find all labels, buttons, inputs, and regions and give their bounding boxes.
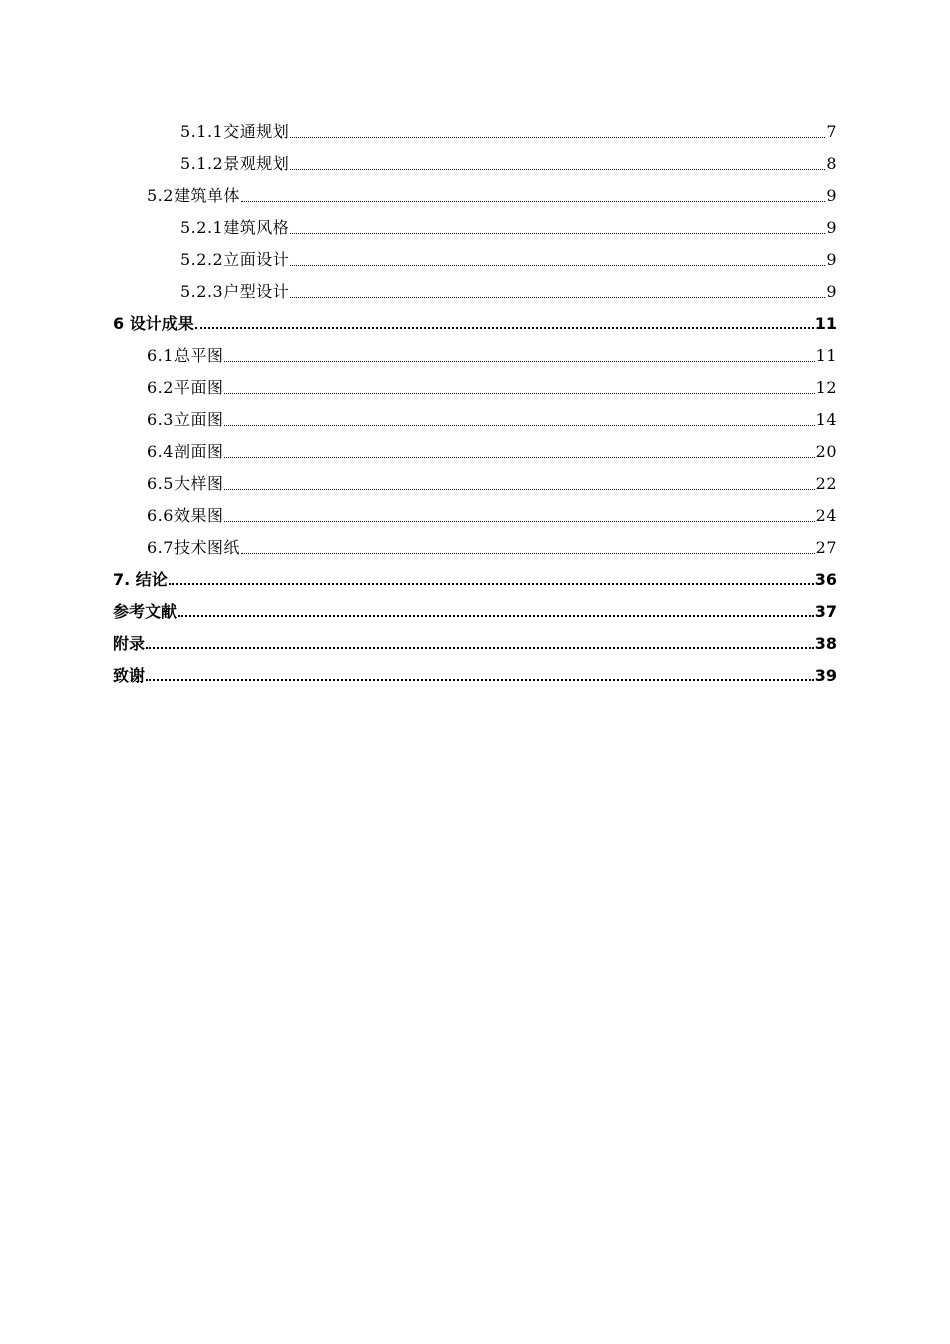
toc-page-number: 39 <box>814 666 837 685</box>
toc-entry-6-5[interactable] <box>147 466 837 498</box>
toc-entry-label: 附录 <box>113 634 146 653</box>
toc-page-number: 9 <box>826 250 837 269</box>
toc-page-number: 11 <box>815 346 837 365</box>
toc-dot-leader <box>224 457 814 458</box>
toc-dot-leader <box>290 297 825 298</box>
toc-dot-leader <box>224 361 814 362</box>
toc-dot-leader <box>146 647 814 649</box>
toc-dot-leader <box>178 615 814 617</box>
toc-entry-6-6[interactable] <box>147 498 837 530</box>
toc-entry-5-1-1[interactable] <box>180 114 837 146</box>
toc-entry-acknowledgements[interactable] <box>113 658 837 690</box>
toc-entry-label: 5.2.2立面设计 <box>180 250 290 269</box>
toc-dot-leader <box>224 425 814 426</box>
toc-entry-label: 参考文献 <box>113 602 178 621</box>
toc-entry-label: 6.5大样图 <box>147 474 224 493</box>
table-of-contents <box>0 114 950 690</box>
toc-entry-5-2-3[interactable] <box>180 274 837 306</box>
toc-page-number: 37 <box>814 602 837 621</box>
toc-page-number: 36 <box>814 570 837 589</box>
toc-entry-5-1-2[interactable] <box>180 146 837 178</box>
toc-page-number: 7 <box>826 122 837 141</box>
toc-entry-label: 5.1.2景观规划 <box>180 154 290 173</box>
toc-entry-label: 致谢 <box>113 666 146 685</box>
toc-entry-label: 7. 结论 <box>113 570 168 589</box>
toc-entry-label: 5.1.1交通规划 <box>180 122 290 141</box>
toc-page-number: 9 <box>826 282 837 301</box>
toc-page-number: 12 <box>815 378 837 397</box>
toc-dot-leader <box>290 137 825 138</box>
toc-entry-appendix[interactable] <box>113 626 837 658</box>
toc-entry-label: 5.2.1建筑风格 <box>180 218 290 237</box>
toc-dot-leader <box>290 169 825 170</box>
toc-entry-5-2-2[interactable] <box>180 242 837 274</box>
toc-dot-leader <box>195 327 814 329</box>
toc-page-number: 38 <box>814 634 837 653</box>
toc-entry-6-2[interactable] <box>147 370 837 402</box>
toc-dot-leader <box>224 489 814 490</box>
toc-page-number: 24 <box>815 506 837 525</box>
toc-page-number: 22 <box>815 474 837 493</box>
toc-entry-label: 6.4剖面图 <box>147 442 224 461</box>
toc-entry-label: 6.3立面图 <box>147 410 224 429</box>
toc-page-number: 9 <box>826 186 837 205</box>
toc-page-number: 8 <box>826 154 837 173</box>
toc-dot-leader <box>146 679 814 681</box>
toc-entry-label: 6.1总平图 <box>147 346 224 365</box>
toc-page-number: 20 <box>815 442 837 461</box>
toc-dot-leader <box>224 521 814 522</box>
toc-entry-5-2-1[interactable] <box>180 210 837 242</box>
toc-dot-leader <box>290 265 825 266</box>
toc-dot-leader <box>224 393 814 394</box>
toc-entry-6-7[interactable] <box>147 530 837 562</box>
toc-entry-references[interactable] <box>113 594 837 626</box>
toc-page-number: 27 <box>815 538 837 557</box>
toc-entry-6[interactable] <box>113 306 837 338</box>
toc-entry-7[interactable] <box>113 562 837 594</box>
toc-entry-6-4[interactable] <box>147 434 837 466</box>
toc-entry-label: 6.7技术图纸 <box>147 538 240 557</box>
toc-dot-leader <box>241 201 825 202</box>
toc-entry-label: 6.2平面图 <box>147 378 224 397</box>
toc-entry-6-3[interactable] <box>147 402 837 434</box>
toc-page-number: 14 <box>815 410 837 429</box>
toc-entry-label: 5.2.3户型设计 <box>180 282 290 301</box>
toc-entry-label: 5.2建筑单体 <box>147 186 240 205</box>
toc-entry-5-2[interactable] <box>147 178 837 210</box>
toc-page-number: 11 <box>814 314 837 333</box>
toc-dot-leader <box>169 583 814 585</box>
toc-entry-label: 6 设计成果 <box>113 314 194 333</box>
toc-entry-label: 6.6效果图 <box>147 506 224 525</box>
toc-dot-leader <box>241 553 815 554</box>
toc-entry-6-1[interactable] <box>147 338 837 370</box>
toc-page-number: 9 <box>826 218 837 237</box>
toc-dot-leader <box>290 233 825 234</box>
